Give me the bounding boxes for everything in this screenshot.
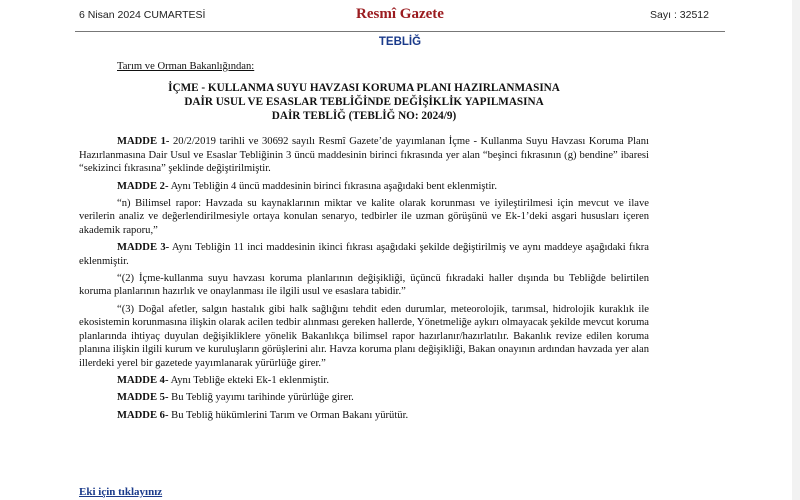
title-line: DAİR USUL VE ESASLAR TEBLİĞİNDE DEĞİŞİKLİK YAPILMASINA — [184, 96, 544, 109]
title-line: DAİR TEBLİĞ (TEBLİĞ NO: 2024/9) — [271, 110, 457, 123]
title-line: İÇME - KULLANMA SUYU HAVZASI KORUMA PLANI HAZIRLANMASINA — [168, 82, 560, 95]
article-text: “(3) Doğal afetler, salgın hastalık gibi halk sağlığını tehdit eden durumlar, meteorolojik, tarımsal, hidrolojik kuraklık ile ekosistemin korunmasına ilişkin olarak acilen tedbir alınması gereken hallerde, Yönetmeliğe aykırı olmayacak şekilde mevcut koruma planlarında ihtiyaç duyulan değişikliklere yönelik Bakanlıkça bilimsel rapor hazırlanır/hazırlatılır. Bakanlık revize edilen koruma planına ilişkin ilgili kurum ve kuruluşların görüşlerini alır. Havza koruma planı değişikliği, Bakan onayının ardından havzada yer alan illerdeki yerel bir gazetede yayımlanarak yürürlüğe girer.” — [79, 303, 650, 369]
article-label: MADDE 6- — [117, 409, 169, 421]
article-text: “n) Bilimsel rapor: Havzada su kaynaklarının miktar ve kalite olarak korunması ve iyileştirilmesi için mevcut ve ilave verilerin analiz ve değerlendirilmesiyle ortaya konulan senaryo, tedbirler ile uzman görüşünü ve Ek-1’deki asgari hususları içeren akademik raporu,” — [79, 198, 649, 236]
document-type: TEBLİĞ — [378, 36, 422, 48]
article-paragraph — [79, 241, 649, 268]
document-title — [79, 81, 649, 123]
article-text: 20/2/2019 tarihli ve 30692 sayılı Resmî Gazete’de yayımlanan İçme - Kullanma Suyu Havzası Koruma Planı Hazırlanmasına Dair Usul ve Esaslar Tebliğinin 3 üncü maddesinin birinci fıkrasında yer alan “beşinci fıkrasının (g) bendine” ibaresi “sekizinci fıkrasına” şeklinde değiştirilmiştir. — [79, 136, 649, 175]
article-text: Bu Tebliğ hükümlerini Tarım ve Orman Bakanı yürütür. — [168, 409, 409, 421]
article-label: MADDE 1- — [117, 136, 170, 148]
article-paragraph — [79, 409, 649, 422]
scrollbar[interactable] — [792, 0, 800, 500]
article-paragraph — [79, 374, 649, 387]
article-paragraph — [79, 135, 649, 175]
article-label: MADDE 5- — [117, 392, 169, 404]
issuing-ministry: Tarım ve Orman Bakanlığından: — [117, 61, 255, 72]
article-text: Aynı Tebliğe ekteki Ek-1 eklenmiştir. — [168, 374, 329, 386]
article-label: MADDE 4- — [117, 374, 169, 386]
article-text: Aynı Tebliğin 4 üncü maddesinin birinci fıkrasına aşağıdaki bent eklenmiştir. — [168, 180, 497, 192]
article-text: “(2) İçme-kullanma suyu havzası koruma planlarının değişikliği, üçüncü fıkradaki haller dışında bu Tebliğde belirtilen koruma planlarının hazırlık ve onaylanması ile ilgili usul ve esaslara tabidir.” — [79, 273, 649, 298]
article-label: MADDE 3- — [117, 242, 170, 254]
article-paragraph — [79, 180, 649, 193]
article-paragraph — [79, 197, 649, 237]
article-paragraph — [79, 391, 649, 404]
header-divider — [75, 31, 725, 32]
annex-link[interactable]: Eki için tıklayınız — [79, 486, 163, 498]
article-label: MADDE 2- — [117, 180, 169, 192]
document-body — [79, 60, 649, 426]
gazette-header — [0, 6, 800, 28]
article-text: Bu Tebliğ yayımı tarihinde yürürlüğe girer. — [168, 392, 354, 404]
gazette-name: Resmî Gazete — [356, 6, 444, 22]
issue-number: Sayı : 32512 — [650, 9, 709, 21]
article-paragraph — [79, 272, 649, 299]
article-text: Aynı Tebliğin 11 inci maddesinin ikinci fıkrası aşağıdaki şekilde değiştirilmiş ve aynı maddeye aşağıdaki fıkra eklenmiştir. — [79, 242, 649, 267]
article-paragraph — [79, 303, 649, 370]
issue-date: 6 Nisan 2024 CUMARTESİ — [79, 9, 206, 21]
